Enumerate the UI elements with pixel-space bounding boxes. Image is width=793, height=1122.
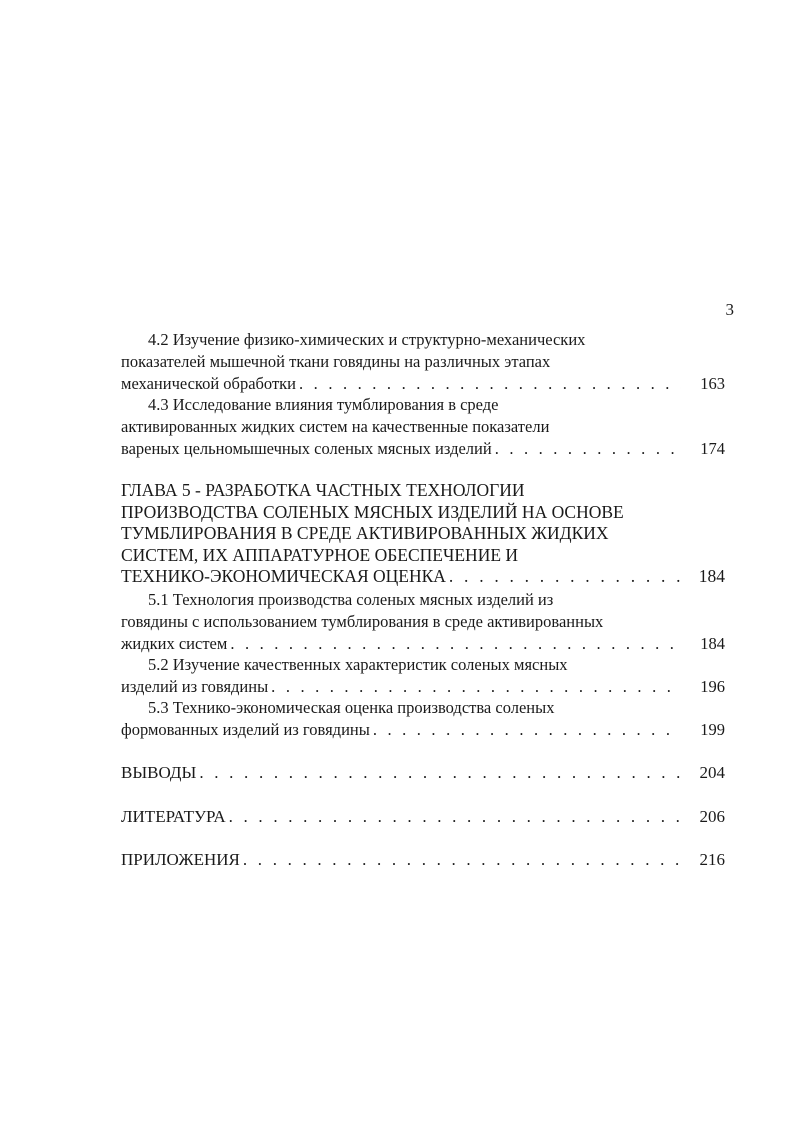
toc-page-ref: 163 [700, 374, 725, 393]
toc-line-with-page: формованных изделий из говядины . . . 199 [121, 719, 725, 741]
toc-entry-conclusions [121, 762, 725, 784]
toc-entry-4-3 [121, 394, 725, 460]
toc-line: ГЛАВА 5 - РАЗРАБОТКА ЧАСТНЫХ ТЕХНОЛОГИИ [121, 480, 525, 500]
page-number: 3 [725, 300, 734, 319]
toc-page-ref: 184 [698, 566, 725, 586]
toc-page-ref: 216 [699, 850, 725, 869]
toc-line-with-page: изделий из говядины . . . 196 [121, 676, 725, 698]
toc-line: 5.3 Технико-экономическая оценка производства соленых [148, 698, 555, 717]
dot-leader [199, 762, 681, 784]
toc-line: 4.3 Исследование влияния тумблирования в среде [148, 395, 499, 414]
dot-leader [243, 849, 681, 871]
toc-page-ref: 204 [699, 763, 725, 782]
toc-entry-5-1 [121, 589, 725, 655]
toc-page-ref: 174 [700, 439, 725, 458]
dot-leader [229, 806, 681, 828]
toc-line-with-page: механической обработки . . . 163 [121, 373, 725, 395]
dot-leader [449, 566, 681, 588]
toc-line-with-page: вареных цельномышечных соленых мясных изделий . . . 174 [121, 438, 725, 460]
toc-entry-4-2 [121, 329, 725, 395]
dot-leader [271, 676, 681, 698]
toc-entry-appendices [121, 849, 725, 871]
toc-line: ПРОИЗВОДСТВА СОЛЕНЫХ МЯСНЫХ ИЗДЕЛИЙ НА ОСНОВЕ [121, 501, 624, 522]
toc-page-ref: 206 [699, 807, 725, 826]
dot-leader [230, 633, 681, 655]
toc-entry-5-3 [121, 697, 725, 741]
toc-line-with-page: ЛИТЕРАТУРА . . . 206 [121, 806, 725, 828]
toc-line: 5.2 Изучение качественных характеристик соленых мясных [148, 655, 568, 674]
toc-line: показателей мышечной ткани говядины на различных этапах [121, 352, 551, 371]
toc-line: СИСТЕМ, ИХ АППАРАТУРНОЕ ОБЕСПЕЧЕНИЕ И [121, 544, 519, 565]
toc-line: активированных жидких систем на качественные показатели [121, 417, 550, 436]
toc-line: говядины с использованием тумблирования в среде активированных [121, 612, 604, 631]
dot-leader [299, 373, 681, 395]
toc-line: 4.2 Изучение физико-химических и структурно-механических [148, 330, 586, 349]
toc-line-with-page: жидких систем . . . 184 [121, 633, 725, 655]
toc-page-ref: 199 [700, 720, 725, 739]
toc-line-with-page: ПРИЛОЖЕНИЯ . . . 216 [121, 849, 725, 871]
toc-page-ref: 196 [700, 677, 725, 696]
toc-page-ref: 184 [700, 634, 725, 653]
dot-leader [495, 438, 681, 460]
toc-line-with-page: ТЕХНИКО-ЭКОНОМИЧЕСКАЯ ОЦЕНКА . . . 184 [121, 566, 725, 588]
toc-line: ТУМБЛИРОВАНИЯ В СРЕДЕ АКТИВИРОВАННЫХ ЖИДКИХ [121, 523, 609, 543]
toc-entry-references [121, 806, 725, 828]
toc-entry-5-2 [121, 654, 725, 698]
toc-line: 5.1 Технология производства соленых мясных изделий из [148, 590, 554, 609]
dot-leader [373, 719, 681, 741]
toc-line-with-page: ВЫВОДЫ . . . 204 [121, 762, 725, 784]
toc-entry-chapter-5 [121, 480, 725, 588]
